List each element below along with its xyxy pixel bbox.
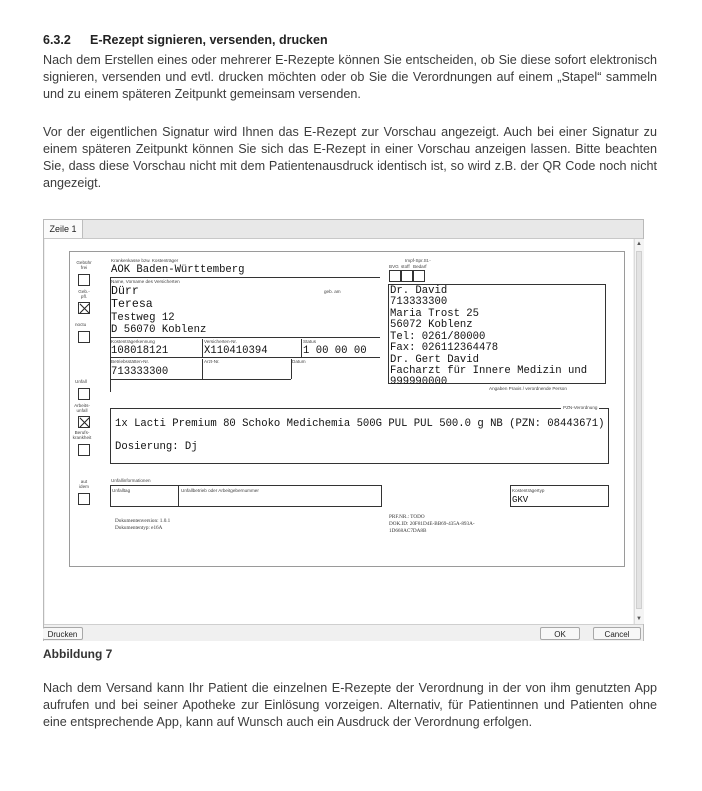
- label-unfallbetrieb: Unfallbetrieb oder Arbeitgebernummer: [181, 488, 259, 493]
- divider: [110, 337, 380, 338]
- label-berufskrankheit: Berufs- krankheit: [72, 430, 92, 440]
- checkbox-sprechstundenbedarf: [413, 270, 425, 282]
- tab-zeile-1[interactable]: Zeile 1: [44, 220, 83, 238]
- divider: [202, 339, 203, 357]
- praxis-line: 713333300: [390, 296, 448, 308]
- divider: [178, 485, 179, 507]
- value-krankenkasse: AOK Baden-Württemberg: [111, 264, 245, 276]
- paragraph-after-send: Nach dem Versand kann Ihr Patient die einzelnen E-Rezepte der Verordnung in der von ihm genutzten App aufrufen und bei seiner Apotheke zur Einlösung vorzeigen. Alternativ, für Patientinnen und Patienten ohne eine entsprechende App, kann auf Wunsch auch ein Ausdruck der Verordnung erfolgen.: [43, 681, 657, 729]
- label-aut-idem: aut idem: [79, 479, 89, 489]
- label-geb-am: geb. am: [324, 289, 341, 294]
- checkbox-gebuehr-frei: [78, 274, 90, 286]
- section-title: E-Rezept signieren, versenden, drucken: [90, 33, 328, 47]
- label-noctu: noctu: [75, 322, 87, 327]
- value-kostentraegerkennung: 108018121: [111, 345, 169, 357]
- label-unfall: Unfall: [75, 379, 87, 384]
- label-kostentraegerkennung: Kostenträgerkennung: [111, 339, 155, 344]
- section-heading: [43, 33, 328, 47]
- label-geb-pfl: Geb.- pfl.: [78, 289, 90, 299]
- doc-type: Dokumententyp: e16A: [115, 525, 163, 531]
- praxis-line: Tel: 0261/80000: [390, 331, 486, 343]
- checkbox-impfstoff: [401, 270, 413, 282]
- prescription-form: [69, 251, 625, 567]
- section-number: 6.3.2: [43, 33, 71, 47]
- prescription-preview-dialog: [43, 219, 644, 641]
- label-unfalltag: Unfalltag: [112, 488, 131, 493]
- divider: [110, 379, 291, 380]
- dialog-button-bar: [44, 624, 643, 641]
- label-gebuehr-frei: Gebühr frei: [76, 260, 92, 270]
- label-name: Name, Vorname des Versicherten: [111, 279, 180, 284]
- label-datum: Datum: [292, 359, 306, 364]
- checkbox-geb-pfl: [78, 302, 90, 314]
- value-betriebsstaetten-nr: 713333300: [111, 366, 169, 378]
- prf-nr: PRF.NR.: TODO: [389, 514, 425, 520]
- checkbox-unfall: [78, 388, 90, 400]
- praxis-line: 56072 Koblenz: [390, 319, 473, 331]
- checkbox-arbeitsunfall: [78, 416, 90, 428]
- checkbox-aut-idem: [78, 493, 90, 505]
- paragraph-preview: Vor der eigentlichen Signatur wird Ihnen das E-Rezept zur Vorschau angezeigt. Auch bei einer Signatur zu einem späteren Zeitpunkt können Sie sich das E-Rezept in einer Vorschau anzeigen lassen. Bitte beachten Sie, dass diese Vorschau nicht mit dem Patientenausdruck identisch ist, so wird z.B. der QR Code noch nicht angezeigt.: [43, 125, 657, 190]
- dosage-line: Dosierung: Dj: [115, 441, 198, 453]
- value-nachname: Dürr: [111, 285, 139, 298]
- doc-version: Dokumentenversion: 1.0.1: [115, 518, 171, 524]
- dok-id-cont: 1D668AC7DA8B: [389, 528, 427, 534]
- dok-id: DOK.ID: 20F81D4E-BB69-435A-893A-: [389, 521, 475, 527]
- scroll-down-arrow-icon[interactable]: ▼: [636, 616, 642, 622]
- label-betriebsstaetten-nr: Betriebsstätten-Nr.: [111, 359, 150, 364]
- divider: [202, 359, 203, 379]
- praxis-line: 999990000: [390, 376, 448, 388]
- label-pzn-verordnung: PZN-Verordnung: [563, 405, 598, 410]
- label-impf: Impf-Spr.St.-: [405, 258, 431, 263]
- label-angaben-praxis: Angaben Praxis / verordnende Person: [489, 386, 567, 391]
- figure-caption: Abbildung 7: [43, 647, 113, 661]
- label-arzt-nr: Arzt-Nr.: [204, 359, 220, 364]
- checkbox-bvg: [389, 270, 401, 282]
- label-status: Status: [303, 339, 317, 344]
- medication-line: 1x Lacti Premium 80 Schoko Medichemia 500G PUL PUL 500.0 g NB (PZN: 08443671): [115, 418, 605, 430]
- cancel-button[interactable]: Cancel: [593, 627, 641, 640]
- praxis-line: Fax: 026112364478: [390, 342, 499, 354]
- vertical-scrollbar[interactable]: [634, 239, 644, 624]
- checkbox-berufskrankheit: [78, 444, 90, 456]
- print-button[interactable]: Drucken: [43, 627, 83, 640]
- tab-bar: [44, 220, 643, 239]
- value-status: 1 00 00 00: [303, 345, 367, 357]
- value-strasse: Testweg 12: [111, 312, 175, 324]
- medication-box: [110, 408, 609, 464]
- ok-button[interactable]: OK: [540, 627, 580, 640]
- praxis-line: Dr. Gert David: [390, 354, 480, 366]
- scroll-up-arrow-icon[interactable]: ▲: [636, 241, 642, 247]
- divider: [110, 357, 380, 358]
- paragraph-intro: Nach dem Erstellen eines oder mehrerer E-Rezepte können Sie entscheiden, ob Sie diese sofort elektronisch signieren, versenden und evtl. drucken möchten oder ob Sie die Verordnungen auf einem „Stapel“ sammeln und zu einem späteren Zeitpunkt gemeinsam versenden.: [43, 53, 657, 101]
- label-bvg: BVG: [389, 264, 399, 269]
- label-arbeitsunfall: Arbeits- unfall: [74, 403, 90, 413]
- praxis-line: Facharzt für Innere Medizin und: [390, 365, 588, 377]
- divider: [291, 359, 292, 379]
- praxis-line: Maria Trost 25: [390, 308, 480, 320]
- praxis-line: Dr. David: [390, 285, 448, 297]
- label-kostentraegertyp: Kostenträgertyp: [512, 488, 545, 493]
- label-unfallinformationen: Unfallinformationen: [111, 478, 151, 483]
- value-kostentraegertyp: GKV: [512, 495, 529, 505]
- label-bedarf: Bedarf: [413, 264, 427, 269]
- label-versicherten-nr: Versicherten-Nr.: [204, 339, 237, 344]
- divider: [301, 339, 302, 357]
- preview-viewport[interactable]: [45, 239, 633, 624]
- value-vorname: Teresa: [111, 298, 153, 311]
- scrollbar-thumb[interactable]: [636, 251, 642, 609]
- value-ort: D 56070 Koblenz: [111, 324, 207, 336]
- value-versicherten-nr: X110410394: [204, 345, 268, 357]
- label-krankenkasse: Krankenkasse bzw. Kostenträger: [111, 258, 179, 263]
- divider: [110, 277, 380, 278]
- checkbox-noctu: [78, 331, 90, 343]
- label-stoff: stoff: [401, 264, 410, 269]
